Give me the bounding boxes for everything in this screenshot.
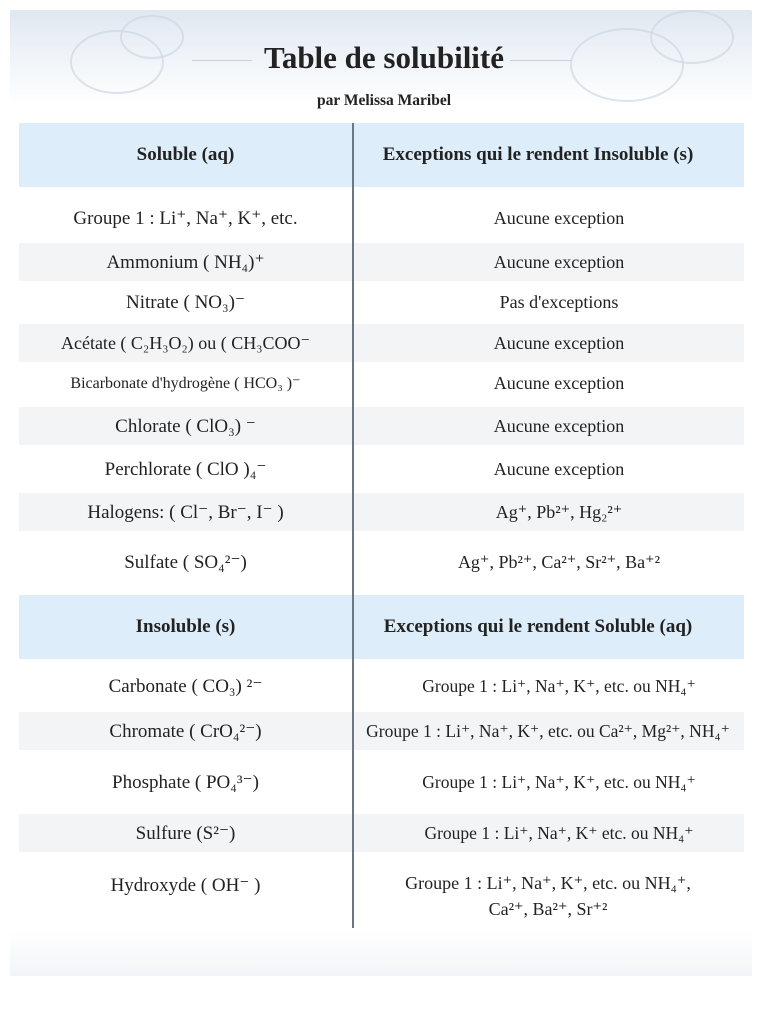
cell-soluble: Bicarbonate d'hydrogène ( HCO₃ )⁻ [70,375,301,392]
cell-soluble: Nitrate ( NO₃)⁻ [125,291,245,313]
cell-insoluble: Carbonate ( CO₃) ²⁻ [108,675,263,697]
table-row [19,243,744,281]
table-row [19,860,744,932]
page-subtitle: par Melissa Maribel [316,92,452,109]
table-header-row [19,595,744,659]
table-row [19,407,744,445]
table-row [19,364,744,402]
cell-insoluble: Phosphate ( PO₄³⁻) [112,771,259,793]
column-divider [352,123,354,928]
cell-insoluble: Sulfure (S²⁻) [135,822,236,844]
cell-exception: Aucune exception [493,415,625,436]
cell-exception: Groupe 1 : Li⁺, Na⁺, K⁺, etc. ou NH₄⁺ [422,675,696,696]
table-row [19,538,744,586]
table-row [19,814,744,852]
cell-exception: Groupe 1 : Li⁺, Na⁺, K⁺, etc. ou NH₄⁺, Ca²⁺, Ba²⁺, Sr⁺² [405,872,691,919]
cell-exception: Aucune exception [493,372,625,393]
cell-soluble: Groupe 1 : Li⁺, Na⁺, K⁺, etc. [73,207,298,229]
cell-exception: Aucune exception [493,332,625,353]
cell-soluble: Halogens: ( Cl⁻, Br⁻, I⁻ ) [87,501,284,523]
table-row [19,493,744,531]
cell-exception: Aucune exception [493,207,625,228]
cell-exception: Ag⁺, Pb²⁺, Ca²⁺, Sr²⁺, Ba⁺² [457,551,661,572]
cell-insoluble: Chromate ( CrO₄²⁻) [109,720,262,742]
table-row [19,712,744,750]
header-exceptions-insoluble: Exceptions qui le rendent Insoluble (s) [382,143,694,165]
header-insoluble: Insoluble (s) [135,615,236,637]
table-row [19,448,744,490]
cell-soluble: Chlorate ( ClO₃) ⁻ [115,415,256,437]
cell-insoluble: Hydroxyde ( OH⁻ ) [110,875,261,896]
header-soluble: Soluble (aq) [136,143,235,165]
table-row [19,198,744,238]
cell-exception: Ag⁺, Pb²⁺, Hg₂²⁺ [495,501,623,522]
table-row [19,324,744,362]
cell-exception: Groupe 1 : Li⁺, Na⁺, K⁺ etc. ou NH₄⁺ [424,822,694,843]
table-row [19,664,744,708]
table-row [19,283,744,321]
cell-soluble: Ammonium ( NH₄)⁺ [106,251,265,273]
cell-exception: Groupe 1 : Li⁺, Na⁺, K⁺, etc. ou NH₄⁺ [422,771,696,792]
cell-soluble: Acétate ( C₂H₃O₂) ou ( CH₃COO⁻ [60,332,311,353]
page-title: Table de solubilité [263,40,505,75]
table-header-row [19,123,744,187]
cell-exception: Pas d'exceptions [499,291,619,312]
cell-soluble: Sulfate ( SO₄²⁻) [124,551,247,573]
cell-soluble: Perchlorate ( ClO )₄⁻ [104,458,267,480]
cell-exception: Aucune exception [493,251,625,272]
cell-exception: Groupe 1 : Li⁺, Na⁺, K⁺, etc. ou Ca²⁺, Mg²⁺, NH₄⁺ [366,720,730,741]
header-exceptions-soluble: Exceptions qui le rendent Soluble (aq) [383,615,693,637]
footer-decoration [10,930,752,976]
cell-exception: Aucune exception [493,458,625,479]
table-row [19,760,744,804]
